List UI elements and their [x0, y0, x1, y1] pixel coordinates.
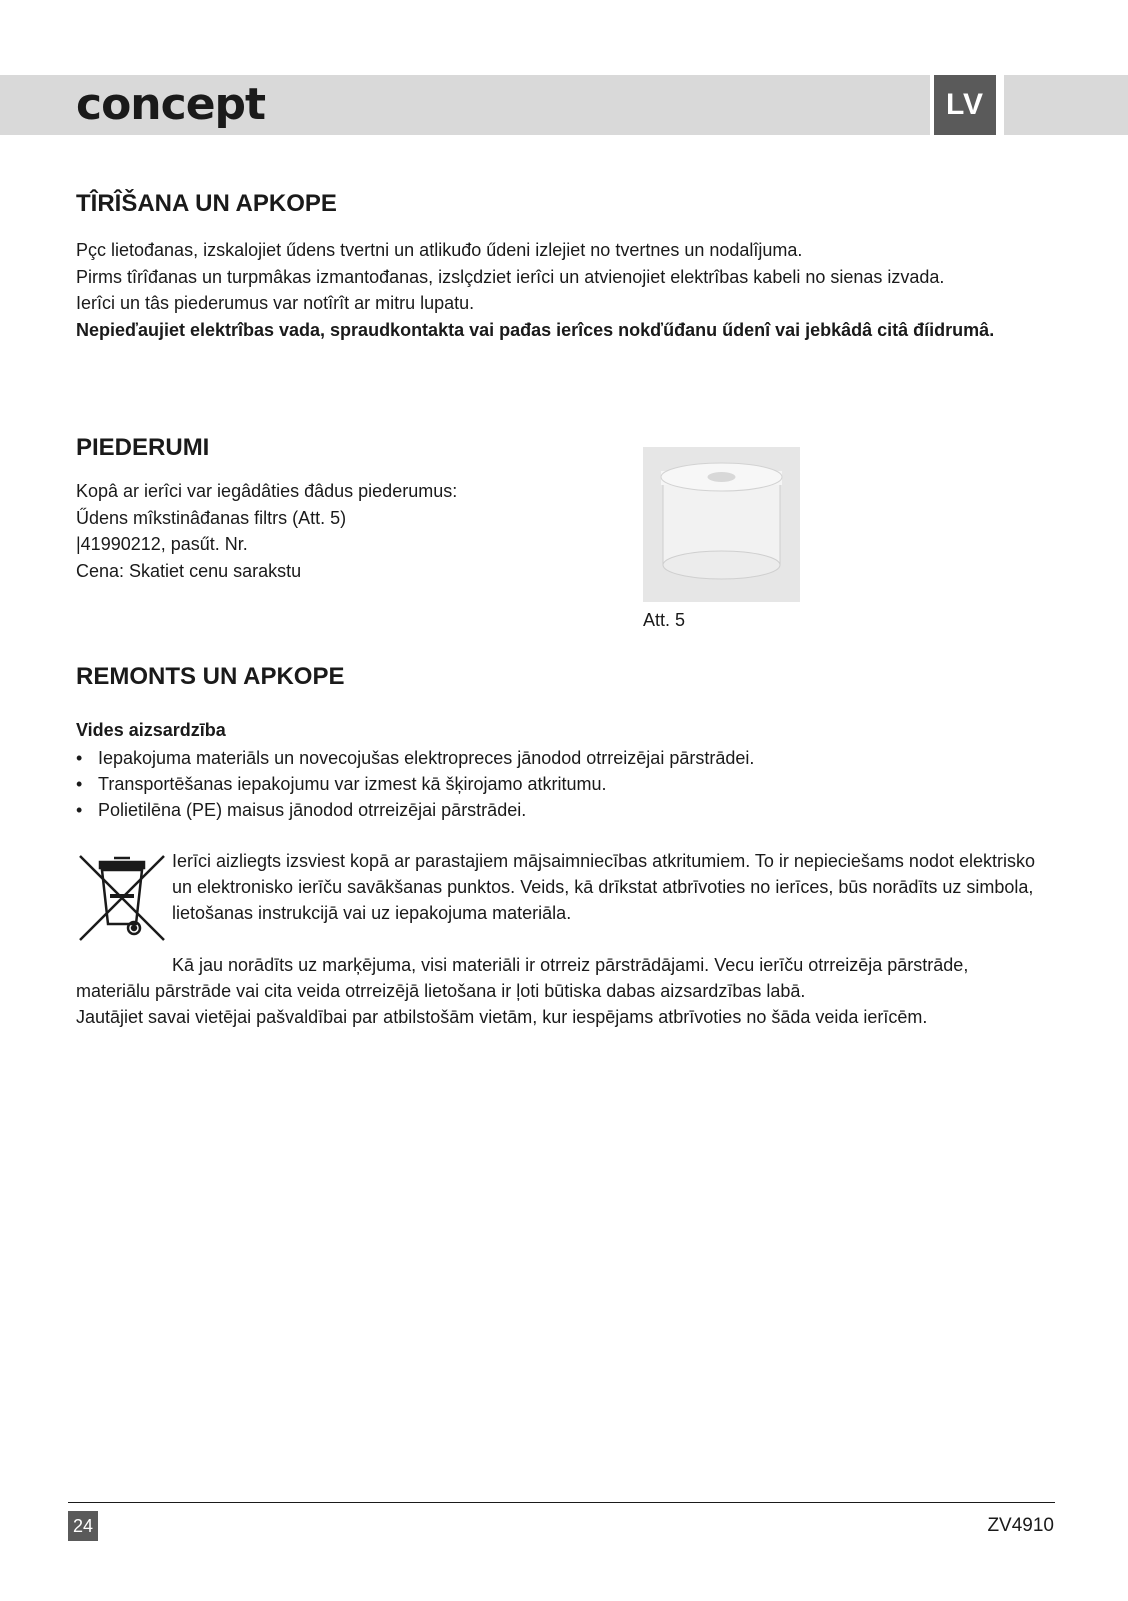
accessories-line: |41990212, pasűt. Nr.	[76, 534, 248, 554]
cleaning-line: Pçc lietođanas, izskalojiet űdens tvertni un atlikuđo űdeni izlejiet no tvertnes un nodalîjuma.	[76, 240, 803, 260]
list-item: • Transportēšanas iepakojumu var izmest kā šķirojamo atkritumu.	[76, 774, 607, 794]
weee-text: Ierīci aizliegts izsviest kopā ar parastajiem mājsaimniecības atkritumiem. To ir nepieciešams nodot elektrisko un elektronisko ierīču savākšanas punktos. Veids, kā drīkstat atbrīvoties no ierīces, būs norādīts uz simbola, lietošanas instrukcijā vai uz iepakojuma materiāla.	[172, 851, 1036, 923]
section-title-repair: REMONTS UN APKOPE	[76, 663, 345, 690]
footer-divider	[68, 1502, 1055, 1503]
weee-text-continued	[76, 952, 1044, 1030]
model-number: ZV4910	[987, 1515, 1054, 1536]
weee-text-recycling: Kā jau norādīts uz marķējuma, visi materiāli ir otrreiz pārstrādājami. Vecu ierīču otrreizēja pārstrāde, materiālu pārstrāde vai cita veida otrreizējā lietošana ir ļoti būtiska dabas aizsardzības labā.	[76, 955, 969, 1001]
filter-image	[643, 447, 800, 602]
list-item: • Polietilēna (PE) maisus jānodod otrreizējai pārstrādei.	[76, 800, 527, 820]
list-item: • Iepakojuma materiāls un novecojušas elektropreces jānodod otrreizējai pārstrādei.	[76, 748, 755, 768]
environment-subheading: Vides aizsardzība	[76, 720, 226, 740]
cleaning-line: Pirms tîrîđanas un turpmâkas izmantođanas, izslçdziet ierîci un atvienojiet elektrîbas kabeli no sienas izvada.	[76, 266, 945, 287]
accessories-line: Űdens mîkstinâđanas filtrs (Att. 5)	[76, 507, 347, 528]
cleaning-line: Ierîci un tâs piederumus var notîrît ar mitru lupatu.	[76, 293, 475, 313]
environment-list	[76, 745, 754, 823]
cleaning-warning: Nepieďaujiet elektrîbas vada, spraudkontakta vai pađas ierîces nokďűđanu űdenî vai jebkâdâ citâ đíidrumâ.	[76, 319, 995, 340]
page-number: 24	[68, 1511, 98, 1541]
section-title-accessories: PIEDERUMI	[76, 434, 210, 461]
brand-logo: concept	[76, 79, 266, 130]
accessories-body	[76, 478, 457, 584]
figure-caption: Att. 5	[643, 610, 686, 630]
section-title-cleaning: TÎRÎŠANA UN APKOPE	[76, 190, 337, 217]
header-band-right	[1004, 75, 1128, 135]
cleaning-body	[76, 237, 1042, 343]
accessories-line: Cena: Skatiet cenu sarakstu	[76, 560, 302, 581]
accessories-line: Kopâ ar ierîci var iegâdâties đâdus piederumus:	[76, 481, 458, 501]
weee-text-authority: Jautājiet savai vietējai pašvaldībai par atbilstošām vietām, kur iespējams atbrīvoties no šāda veida ierīcēm.	[76, 1007, 928, 1027]
weee-bin-icon	[76, 852, 168, 944]
language-badge: LV	[934, 75, 996, 135]
